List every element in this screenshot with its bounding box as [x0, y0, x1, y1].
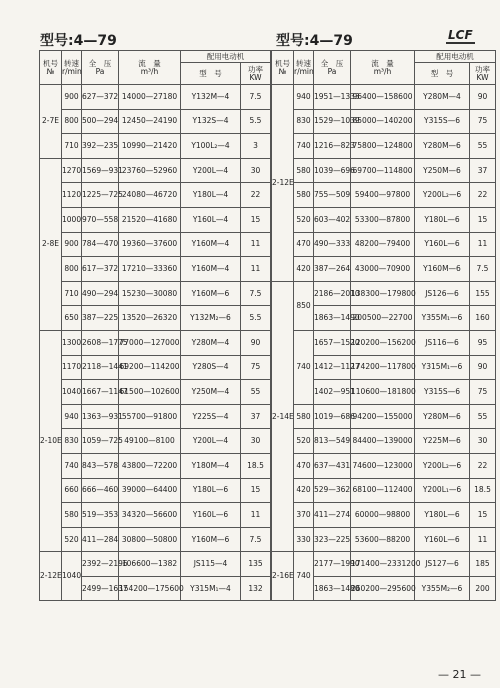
motor-power-cell: 11 — [241, 232, 271, 257]
motor-power-cell: 5.5 — [241, 306, 271, 331]
motor-model-cell: Y355M₁—6 — [415, 306, 470, 331]
flow-cell: 94200—155000 — [351, 404, 415, 429]
speed-cell: 1120 — [62, 183, 82, 208]
table-row — [272, 527, 496, 552]
motor-model-cell: Y280M—4 — [181, 330, 241, 355]
motor-model-cell: Y200L—4 — [181, 158, 241, 183]
motor-power-cell: 200 — [470, 576, 496, 601]
motor-model-cell: Y200L₁—6 — [415, 478, 470, 503]
motor-power-cell: 22 — [470, 183, 496, 208]
flow-cell: 75800—124800 — [351, 134, 415, 159]
speed-cell: 1040 — [62, 380, 82, 405]
header-power: 功率 KW — [470, 63, 496, 85]
flow-cell: 69700—114800 — [351, 158, 415, 183]
table-row — [272, 109, 496, 134]
speed-cell: 800 — [62, 109, 82, 134]
flow-cell: 39000—64400 — [119, 478, 181, 503]
motor-power-cell: 22 — [470, 453, 496, 478]
table-row — [272, 453, 496, 478]
pressure-cell: 1019—686 — [314, 404, 351, 429]
motor-model-cell: Y200L—4 — [181, 429, 241, 454]
table-row — [40, 380, 271, 405]
motor-power-cell: 3 — [241, 134, 271, 159]
flow-cell: 85000—140200 — [351, 109, 415, 134]
flow-cell: 138300—179800 — [351, 281, 415, 306]
pressure-cell: 2499—1637 — [82, 576, 119, 601]
table-row — [40, 257, 271, 282]
speed-cell: 370 — [294, 503, 314, 528]
pressure-cell: 603—402 — [314, 207, 351, 232]
flow-cell: 53300—87800 — [351, 207, 415, 232]
speed-cell: 420 — [294, 478, 314, 503]
speed-cell: 660 — [62, 478, 82, 503]
company-logo: LCF — [448, 28, 473, 42]
speed-cell: 1170 — [62, 355, 82, 380]
motor-model-cell: Y160L—6 — [415, 527, 470, 552]
motor-model-cell: Y250M—6 — [415, 158, 470, 183]
motor-model-cell: JS126—6 — [415, 281, 470, 306]
motor-model-cell: Y355M₂—6 — [415, 576, 470, 601]
motor-power-cell: 15 — [470, 207, 496, 232]
table-row — [40, 85, 271, 110]
flow-cell: 15230—30080 — [119, 281, 181, 306]
motor-power-cell: 135 — [241, 552, 271, 577]
flow-cell: 69200—114200 — [119, 355, 181, 380]
pressure-cell: 1363—931 — [82, 404, 119, 429]
pressure-cell: 1412—1127 — [314, 355, 351, 380]
motor-model-cell: Y250M—4 — [181, 380, 241, 405]
table-row — [272, 85, 496, 110]
speed-cell: 580 — [294, 183, 314, 208]
pressure-cell: 627—372 — [82, 85, 119, 110]
speed-cell: 330 — [294, 527, 314, 552]
speed-cell: 1300 — [62, 330, 82, 355]
header-pressure: 全 压 Pa — [82, 51, 119, 85]
table-row — [40, 503, 271, 528]
table-row — [40, 404, 271, 429]
pressure-cell: 2186—2010 — [314, 281, 351, 306]
pressure-cell: 490—294 — [82, 281, 119, 306]
flow-cell: 13520—26320 — [119, 306, 181, 331]
motor-power-cell: 11 — [241, 503, 271, 528]
flow-cell: 96400—158600 — [351, 85, 415, 110]
header-no: 机号 № — [272, 51, 294, 85]
header-no: 机号 № — [40, 51, 62, 85]
table-row — [272, 207, 496, 232]
motor-model-cell: JS116—6 — [415, 330, 470, 355]
fan-number-cell: 2-14E — [272, 281, 294, 552]
table-row — [40, 109, 271, 134]
speed-cell: 580 — [294, 158, 314, 183]
speed-cell: 740 — [294, 330, 314, 404]
flow-cell: 174200—117800 — [351, 355, 415, 380]
fan-number-cell: 2-10E — [40, 330, 62, 551]
speed-cell: 830 — [62, 429, 82, 454]
flow-cell: 120200—156200 — [351, 330, 415, 355]
motor-power-cell: 18.5 — [470, 478, 496, 503]
flow-cell: 10990—21420 — [119, 134, 181, 159]
flow-cell: 77000—127000 — [119, 330, 181, 355]
table-row — [272, 429, 496, 454]
motor-power-cell: 15 — [241, 478, 271, 503]
pressure-cell: 637—431 — [314, 453, 351, 478]
speed-cell: 740 — [294, 134, 314, 159]
table-row — [40, 158, 271, 183]
motor-model-cell: Y280M—4 — [415, 85, 470, 110]
motor-power-cell: 11 — [241, 257, 271, 282]
motor-power-cell: 185 — [470, 552, 496, 577]
pressure-cell: 411—284 — [82, 527, 119, 552]
flow-cell: 200500—22700 — [351, 306, 415, 331]
motor-model-cell: Y160L—6 — [415, 232, 470, 257]
pressure-cell: 1225—725 — [82, 183, 119, 208]
motor-power-cell: 7.5 — [241, 281, 271, 306]
speed-cell: 900 — [62, 85, 82, 110]
table-row — [272, 404, 496, 429]
motor-power-cell: 18.5 — [241, 453, 271, 478]
flow-cell: 14000—27180 — [119, 85, 181, 110]
flow-cell: 68100—112400 — [351, 478, 415, 503]
fan-number-cell: 2-16E — [272, 552, 294, 601]
table-row — [40, 281, 271, 306]
motor-model-cell: Y160M—6 — [415, 257, 470, 282]
pressure-cell: 813—549 — [314, 429, 351, 454]
pressure-cell: 392—235 — [82, 134, 119, 159]
flow-cell: 43800—72200 — [119, 453, 181, 478]
speed-cell: 940 — [294, 85, 314, 110]
motor-power-cell: 15 — [470, 503, 496, 528]
pressure-cell: 490—333 — [314, 232, 351, 257]
motor-model-cell: Y225M—6 — [415, 429, 470, 454]
motor-power-cell: 11 — [470, 527, 496, 552]
speed-cell: 420 — [294, 257, 314, 282]
speed-cell: 740 — [62, 453, 82, 478]
speed-cell: 520 — [294, 207, 314, 232]
pressure-cell: 617—372 — [82, 257, 119, 282]
speed-cell: 710 — [62, 281, 82, 306]
header-motor: 配用电动机 — [181, 51, 271, 63]
motor-power-cell: 30 — [470, 429, 496, 454]
motor-model-cell: Y180L—6 — [415, 207, 470, 232]
motor-model-cell: Y180M—4 — [181, 453, 241, 478]
motor-power-cell: 7.5 — [470, 257, 496, 282]
table-row — [40, 478, 271, 503]
motor-power-cell: 55 — [470, 134, 496, 159]
speed-cell: 650 — [62, 306, 82, 331]
speed-cell: 740 — [294, 552, 314, 601]
motor-power-cell: 30 — [241, 158, 271, 183]
motor-power-cell: 11 — [470, 232, 496, 257]
motor-power-cell: 7.5 — [241, 527, 271, 552]
pressure-cell: 2118—1441 — [82, 355, 119, 380]
header-model: 型 号 — [181, 63, 241, 85]
pressure-cell: 1216—823 — [314, 134, 351, 159]
flow-cell: 260200—295600 — [351, 576, 415, 601]
motor-power-cell: 90 — [241, 330, 271, 355]
header-pressure: 全 压 Pa — [314, 51, 351, 85]
motor-model-cell: JS127—6 — [415, 552, 470, 577]
pressure-cell: 1569—931 — [82, 158, 119, 183]
speed-cell: 710 — [62, 134, 82, 159]
motor-power-cell: 15 — [241, 207, 271, 232]
pressure-cell: 666—460 — [82, 478, 119, 503]
pressure-cell: 500—294 — [82, 109, 119, 134]
motor-model-cell: Y132M₂—6 — [181, 306, 241, 331]
table-row — [40, 330, 271, 355]
left-model-title: 型号:4—79 — [40, 33, 117, 49]
pressure-cell: 1863—1480 — [314, 576, 351, 601]
right-model-title: 型号:4—79 — [276, 33, 353, 49]
motor-model-cell: Y160L—4 — [181, 207, 241, 232]
table-row — [40, 134, 271, 159]
flow-cell: 17210—33360 — [119, 257, 181, 282]
table-row — [272, 478, 496, 503]
motor-power-cell: 90 — [470, 355, 496, 380]
motor-model-cell: Y225S—4 — [181, 404, 241, 429]
motor-power-cell: 160 — [470, 306, 496, 331]
pressure-cell: 2392—2196 — [82, 552, 119, 577]
flow-cell: 23760—52960 — [119, 158, 181, 183]
fan-number-cell: 2-12E — [40, 552, 62, 601]
speed-cell: 580 — [62, 503, 82, 528]
flow-cell: 30800—50800 — [119, 527, 181, 552]
pressure-cell: 755—509 — [314, 183, 351, 208]
motor-model-cell: Y132M—4 — [181, 85, 241, 110]
motor-power-cell: 7.5 — [241, 85, 271, 110]
pressure-cell: 387—264 — [314, 257, 351, 282]
motor-model-cell: Y160M—4 — [181, 257, 241, 282]
flow-cell: 110600—181800 — [351, 380, 415, 405]
motor-model-cell: Y160M—6 — [181, 281, 241, 306]
pressure-cell: 2608—1775 — [82, 330, 119, 355]
flow-cell: 74600—123000 — [351, 453, 415, 478]
table-row — [272, 503, 496, 528]
flow-cell: 171400—2331200 — [351, 552, 415, 577]
pressure-cell: 784—470 — [82, 232, 119, 257]
motor-model-cell: Y315M₁—6 — [415, 355, 470, 380]
speed-cell: 1270 — [62, 158, 82, 183]
speed-cell: 470 — [294, 453, 314, 478]
motor-power-cell: 75 — [470, 380, 496, 405]
motor-power-cell: 95 — [470, 330, 496, 355]
pressure-cell: 1657—1520 — [314, 330, 351, 355]
motor-model-cell: Y315S—6 — [415, 380, 470, 405]
speed-cell: 1000 — [62, 207, 82, 232]
pressure-cell: 843—578 — [82, 453, 119, 478]
header-speed: 转速 r/min — [294, 51, 314, 85]
table-row — [40, 355, 271, 380]
motor-model-cell: Y200L₂—6 — [415, 453, 470, 478]
flow-cell: 154200—175600 — [119, 576, 181, 601]
pressure-cell: 529—362 — [314, 478, 351, 503]
speed-cell: 580 — [294, 404, 314, 429]
table-row — [272, 158, 496, 183]
speed-cell: 850 — [294, 281, 314, 330]
motor-power-cell: 22 — [241, 183, 271, 208]
pressure-cell: 411—274 — [314, 503, 351, 528]
motor-power-cell: 30 — [241, 429, 271, 454]
pressure-cell: 1951—1333 — [314, 85, 351, 110]
table-row — [272, 330, 496, 355]
table-row — [272, 134, 496, 159]
motor-power-cell: 90 — [470, 85, 496, 110]
motor-model-cell: Y180L—6 — [181, 478, 241, 503]
table-row — [40, 232, 271, 257]
left-performance-table — [39, 50, 271, 601]
flow-cell: 55700—91800 — [119, 404, 181, 429]
right-performance-table — [271, 50, 496, 601]
motor-power-cell: 132 — [241, 576, 271, 601]
motor-power-cell: 75 — [241, 355, 271, 380]
table-row — [272, 281, 496, 306]
motor-model-cell: Y132S—4 — [181, 109, 241, 134]
flow-cell: 53600—88200 — [351, 527, 415, 552]
flow-cell: 49100—8100 — [119, 429, 181, 454]
speed-cell: 830 — [294, 109, 314, 134]
table-row — [40, 429, 271, 454]
pressure-cell: 1039—696 — [314, 158, 351, 183]
motor-model-cell: JS115—4 — [181, 552, 241, 577]
flow-cell: 61500—102600 — [119, 380, 181, 405]
pressure-cell: 1059—725 — [82, 429, 119, 454]
flow-cell: 12450—24190 — [119, 109, 181, 134]
flow-cell: 21520—41680 — [119, 207, 181, 232]
flow-cell: 106600—1382 — [119, 552, 181, 577]
motor-power-cell: 55 — [470, 404, 496, 429]
motor-model-cell: Y160M—6 — [181, 527, 241, 552]
table-row — [40, 207, 271, 232]
header-speed: 转速 r/min — [62, 51, 82, 85]
fan-number-cell: 2-7E — [40, 85, 62, 159]
motor-model-cell: Y280M—6 — [415, 134, 470, 159]
flow-cell: 59400—97800 — [351, 183, 415, 208]
pressure-cell: 1402—951 — [314, 380, 351, 405]
speed-cell: 800 — [62, 257, 82, 282]
table-row — [272, 552, 496, 577]
table-row — [272, 257, 496, 282]
header-motor: 配用电动机 — [415, 51, 496, 63]
page-number: — 21 — — [438, 668, 481, 681]
table-row — [40, 527, 271, 552]
pressure-cell: 1863—1490 — [314, 306, 351, 331]
pressure-cell: 970—558 — [82, 207, 119, 232]
motor-power-cell: 55 — [241, 380, 271, 405]
motor-model-cell: Y180L—6 — [415, 503, 470, 528]
flow-cell: 84400—139000 — [351, 429, 415, 454]
table-row — [40, 183, 271, 208]
speed-cell: 520 — [62, 527, 82, 552]
motor-power-cell: 37 — [241, 404, 271, 429]
pressure-cell: 387—225 — [82, 306, 119, 331]
pressure-cell: 519—353 — [82, 503, 119, 528]
motor-model-cell: Y315S—6 — [415, 109, 470, 134]
motor-model-cell: Y200L₂—6 — [415, 183, 470, 208]
fan-number-cell: 2-12E — [272, 85, 294, 282]
table-row — [272, 232, 496, 257]
flow-cell: 48200—79400 — [351, 232, 415, 257]
pressure-cell: 1529—1039 — [314, 109, 351, 134]
motor-power-cell: 75 — [470, 109, 496, 134]
flow-cell: 43000—70900 — [351, 257, 415, 282]
speed-cell: 940 — [62, 404, 82, 429]
pressure-cell: 1667—1147 — [82, 380, 119, 405]
motor-model-cell: Y280M—6 — [415, 404, 470, 429]
header-flow: 流 量 m³/h — [119, 51, 181, 85]
table-row — [40, 453, 271, 478]
speed-cell: 900 — [62, 232, 82, 257]
table-row — [40, 552, 271, 577]
speed-cell: 470 — [294, 232, 314, 257]
pressure-cell: 323—225 — [314, 527, 351, 552]
flow-cell: 19360—37600 — [119, 232, 181, 257]
motor-model-cell: Y180L—4 — [181, 183, 241, 208]
fan-number-cell: 2-8E — [40, 158, 62, 330]
pressure-cell: 2177—1990 — [314, 552, 351, 577]
flow-cell: 34320—56600 — [119, 503, 181, 528]
motor-model-cell: Y280S—4 — [181, 355, 241, 380]
motor-power-cell: 5.5 — [241, 109, 271, 134]
motor-power-cell: 155 — [470, 281, 496, 306]
header-flow: 流 量 m³/h — [351, 51, 415, 85]
table-row — [272, 183, 496, 208]
table-row — [40, 306, 271, 331]
motor-model-cell: Y160L—6 — [181, 503, 241, 528]
speed-cell: 1040 — [62, 552, 82, 601]
motor-model-cell: Y160M—4 — [181, 232, 241, 257]
flow-cell: 60000—98800 — [351, 503, 415, 528]
motor-model-cell: Y315M₁—4 — [181, 576, 241, 601]
motor-power-cell: 37 — [470, 158, 496, 183]
header-model: 型 号 — [415, 63, 470, 85]
header-power: 功率 KW — [241, 63, 271, 85]
flow-cell: 24080—46720 — [119, 183, 181, 208]
speed-cell: 520 — [294, 429, 314, 454]
motor-model-cell: Y100L₂—4 — [181, 134, 241, 159]
